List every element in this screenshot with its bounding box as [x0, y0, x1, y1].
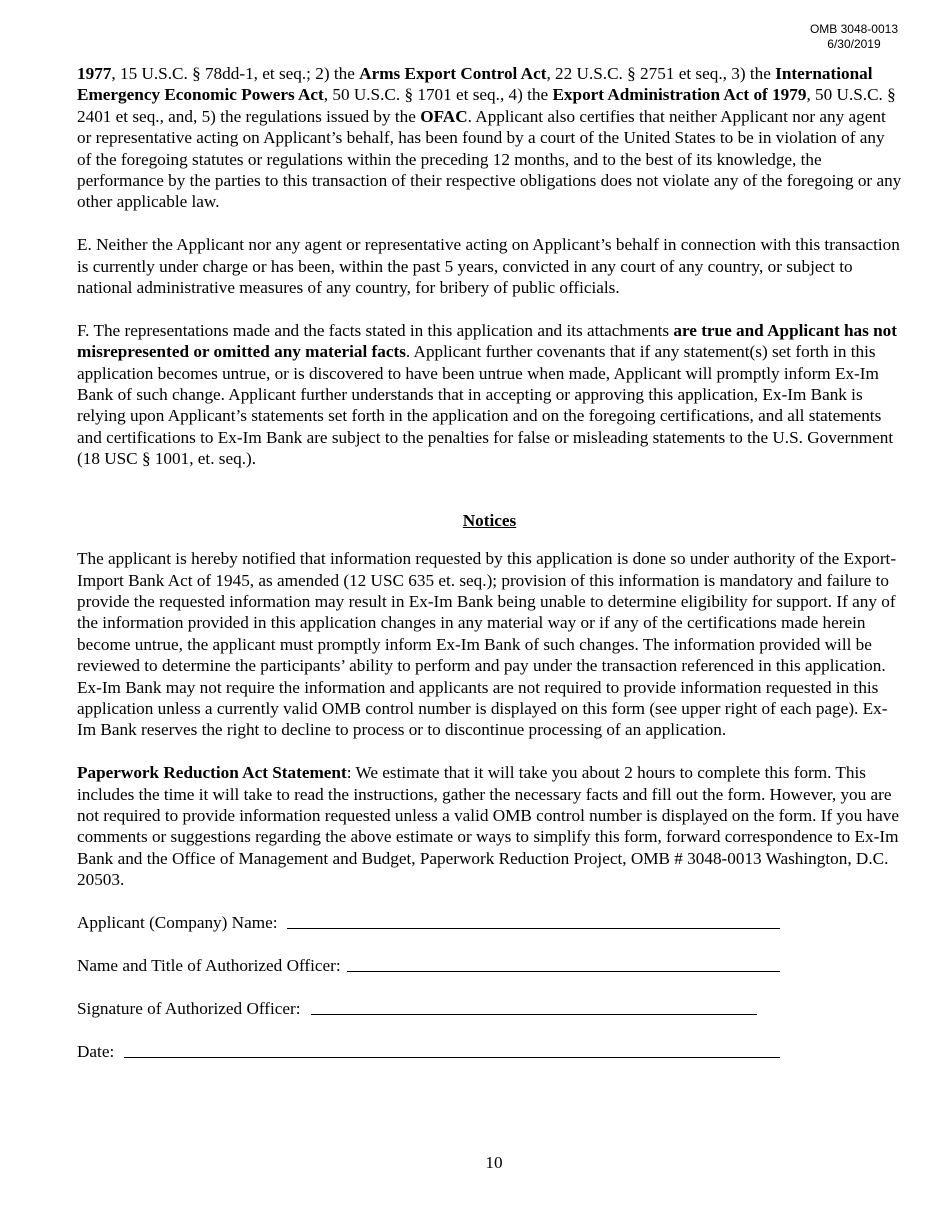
notices-paragraph: The applicant is hereby notified that information requested by this application is done so under authority of the Export-Import Bank Act of 1945, as amended (12 USC 635 et. seq.); provision of this information is mandatory and failure to provide the requested information may result in Ex-Im Bank being unable to determine eligibility for support. If any of the information provided in this application changes in any material way or if any of the certifications made herein become untrue, the applicant must promptly inform Ex-Im Bank of such changes. The information provided will be reviewed to determine the participants’ ability to perform and pay under the transaction referenced in this application. Ex-Im Bank may not require the information and applicants are not required to provide information requested in this application unless a currently valid OMB control number is displayed on this form (see upper right of each page). Ex-Im Bank reserves the right to decline to process or to discontinue processing of an application. [77, 549, 897, 740]
officer-name-title-field[interactable] [347, 970, 780, 972]
date-field[interactable] [124, 1056, 780, 1058]
notices-heading: Notices [462, 510, 517, 530]
paragraph-e-bribery: E. Neither the Applicant nor any agent or representative acting on Applicant’s behalf in connection with this transaction is currently under charge or has been, within the past 5 years, convicted in any court of any country, or subject to national administrative measures of any country, for bribery of public officials. [77, 235, 900, 298]
paperwork-reduction-statement: Paperwork Reduction Act Statement: We estimate that it will take you about 2 hours to complete this form. This includes the time it will take to read the instructions, gather the necessary facts and fill out the form. However, you are not required to provide information requested unless a valid OMB control number is displayed on the form. If you have comments or suggestions regarding the above estimate or ways to simplify this form, forward correspondence to Ex-Im Bank and the Office of Management and Budget, Paperwork Reduction Project, OMB # 3048-0013 Washington, D.C. 20503. [77, 763, 899, 890]
company-name-row [77, 912, 780, 933]
officer-name-title-row [77, 955, 780, 976]
document-body [77, 63, 902, 1084]
company-name-label: Applicant (Company) Name: [77, 912, 278, 932]
signature-field[interactable] [311, 1013, 757, 1015]
omb-control-block [810, 22, 898, 52]
paperwork-reduction-label: Paperwork Reduction Act Statement [77, 763, 347, 783]
continued-certification-paragraph: 1977, 15 U.S.C. § 78dd-1, et seq.; 2) the Arms Export Control Act, 22 U.S.C. § 2751 et seq., 3) the International Emergency Economic Powers Act, 50 U.S.C. § 1701 et seq., 4) the Export Administration Act of 1979, 50 U.S.C. § 2401 et seq., and, 5) the regulations issued by the OFAC. Applicant also certifies that neither Applicant nor any agent or representative acting on Applicant’s behalf, has been found by a court of the United States to be in violation of any of the foregoing statutes or regulations within the preceding 12 months, and to the best of its knowledge, the performance by the parties to this transaction of their respective obligations does not violate any of the foregoing or any other applicable law. [77, 64, 902, 212]
date-row [77, 1041, 780, 1062]
signature-label: Signature of Authorized Officer: [77, 998, 301, 1018]
signature-row [77, 998, 780, 1019]
paragraph-f-representations: F. The representations made and the facts stated in this application and its attachments are true and Applicant has not misrepresented or omitted any material facts. Applicant further covenants that if any statement(s) set forth in this application becomes untrue, or is discovered to have been untrue when made, Applicant will promptly inform Ex-Im Bank of such change. Applicant further understands that in accepting or approving this application, Ex-Im Bank is relying upon Applicant’s statements set forth in the application and on the foregoing certifications, and all statements and certifications to Ex-Im Bank are subject to the penalties for false or misleading statements to the U.S. Government (18 USC § 1001, et. seq.). [77, 320, 897, 469]
omb-expiration-date: 6/30/2019 [827, 37, 881, 51]
company-name-field[interactable] [287, 927, 780, 929]
omb-number: OMB 3048-0013 [809, 22, 898, 36]
officer-name-title-label: Name and Title of Authorized Officer: [77, 955, 341, 975]
page-number: 10 [485, 1153, 503, 1172]
date-label: Date: [77, 1041, 115, 1061]
